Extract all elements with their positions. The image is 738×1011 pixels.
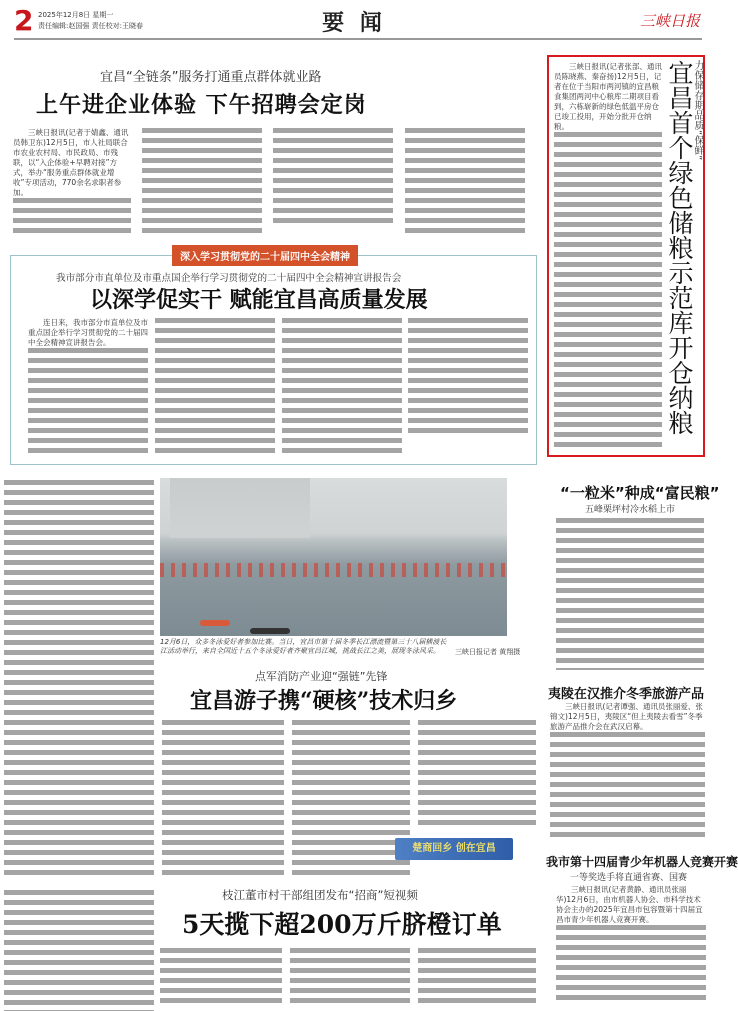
tourism-column: 三峡日报讯(记者谭强、通讯员张丽爱、张锦文)12月5日，夷陵区“但上夷陵去看雪”冬季旅游产品推介会在武汉启幕。 bbox=[550, 702, 705, 837]
orange-column-3 bbox=[418, 948, 536, 1008]
rice-subhead: 五峰栗坪村冷水稻上市 bbox=[585, 505, 676, 515]
top-story-column-4 bbox=[405, 128, 525, 234]
tech-story-headline: 宜昌游子携“硬核”技术归乡 bbox=[190, 688, 458, 714]
photo-credit: 三峡日报记者 黄翔摄 bbox=[455, 648, 521, 656]
section-title: 要 闻 bbox=[322, 10, 386, 36]
tech-story-kicker: 点军消防产业迎“强链”先锋 bbox=[255, 670, 388, 683]
issue-date: 2025年12月8日 星期一 bbox=[38, 11, 114, 19]
bottom-left-column bbox=[4, 890, 154, 1011]
top-story-kicker: 宜昌“全链条”服务打通重点群体就业路 bbox=[100, 70, 322, 85]
robot-subhead: 一等奖选手将直通省赛、国赛 bbox=[570, 873, 688, 883]
robot-column: 三峡日报讯(记者黄静、通讯员张丽华)12月6日，由市机器人协会、市科学技术协会主办的2025年宜昌市包容暨第十四届宜昌市青少年机器人竞赛开赛。 bbox=[556, 885, 706, 1005]
special-banner: 深入学习贯彻党的二十届四中全会精神 bbox=[172, 245, 358, 266]
special-column-4 bbox=[408, 318, 528, 438]
top-story-column-2 bbox=[142, 128, 262, 234]
orange-story-kicker: 枝江董市村干部组团发布“招商”短视频 bbox=[222, 888, 418, 902]
rice-headline: “一粒米”种成“富民粮” bbox=[560, 484, 720, 502]
special-column-3 bbox=[282, 318, 402, 458]
promo-banner: 楚商回乡 创在宜昌 bbox=[395, 838, 513, 860]
special-headline: 以深学促实干 赋能宜昌高质量发展 bbox=[90, 287, 428, 313]
top-story-column-3 bbox=[273, 128, 393, 224]
special-column-1: 连日来，我市部分市直单位及市重点国企举行学习贯彻党的二十届四中全会精神宣讲报告会。 bbox=[28, 318, 148, 458]
paper-logo: 三峡日报 bbox=[639, 12, 700, 30]
special-kicker: 我市部分市直单位及市重点国企举行学习贯彻党的二十届四中全会精神宣讲报告会 bbox=[56, 273, 402, 284]
header-divider bbox=[14, 38, 702, 40]
special-column-2 bbox=[155, 318, 275, 458]
left-column-story bbox=[4, 480, 154, 880]
tech-column-1 bbox=[162, 720, 284, 880]
feature-column: 三峡日报讯(记者张部、通讯员陈晓燕、秦奋扬)12月5日，记者在位于当阳市两河镇的宜昌粮食集团两河中心粮库二期项目看到，六栋崭新的绿色低温平房仓已竣工投用，开始分批开仓纳粮。 bbox=[554, 62, 662, 450]
tech-column-2 bbox=[292, 720, 410, 880]
orange-story-headline: 5天揽下超200万斤脐橙订单 bbox=[182, 910, 502, 939]
tourism-headline: 夷陵在汉推介冬季旅游产品 bbox=[548, 687, 705, 702]
feature-headline: 宜昌首个绿色储粮示范库开仓纳粮 bbox=[665, 60, 694, 435]
feature-kicker: 力保储存期品质“保鲜” bbox=[692, 60, 703, 161]
swimming-photo bbox=[160, 478, 507, 636]
photo-caption: 12月6日，众多冬泳爱好者参加比赛。当日，宜昌市第十届冬季长江漂流暨第三十八届横渡长江活动举行，来自全国近十五个冬泳爱好者齐聚宜昌江城，挑战长江之美，展现冬泳风采。 bbox=[160, 638, 447, 655]
tech-column-3 bbox=[418, 720, 536, 830]
top-story-headline: 上午进企业体验 下午招聘会定岗 bbox=[36, 93, 367, 118]
page-number: 2 bbox=[14, 4, 34, 37]
orange-column-2 bbox=[290, 948, 410, 1008]
rice-column bbox=[556, 518, 704, 670]
editors-credit: 责任编辑:赵国强 责任校对:王晓春 bbox=[38, 22, 143, 30]
top-story-column-1: 三峡日报讯(记者于婧鑫、通讯员韩卫东)12月5日，市人社局联合市农业农村局、市民政局、市残联，以“入企体验+早聘对接”方式，举办“服务重点群体就业增收”专项活动，770余名求职者参加。 bbox=[13, 128, 131, 234]
orange-column-1 bbox=[160, 948, 282, 1008]
robot-headline: 我市第十四届青少年机器人竞赛开赛 bbox=[546, 855, 738, 869]
